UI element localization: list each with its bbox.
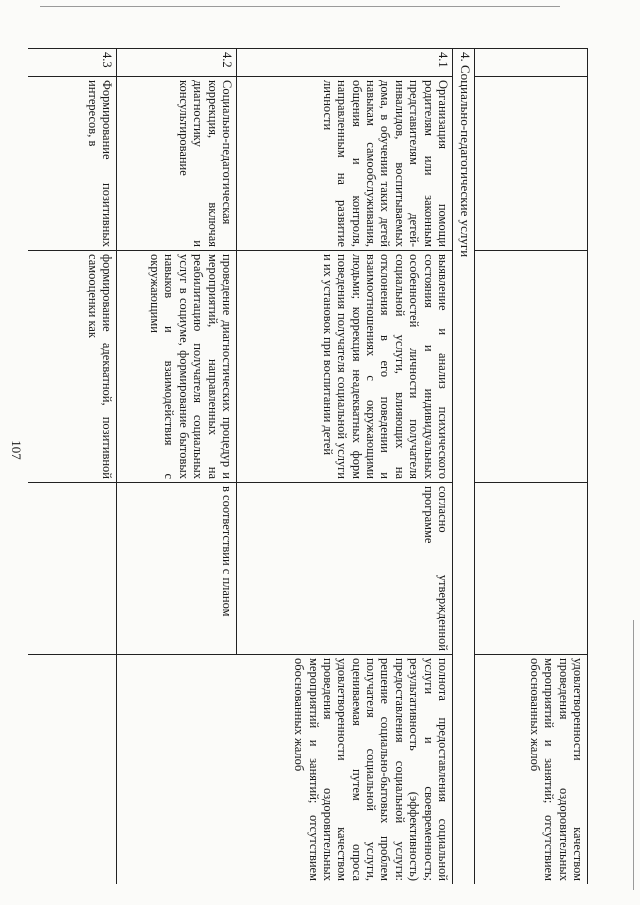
row-number: 4.1 bbox=[237, 49, 453, 77]
service-criteria-cell: полнота предоставления социальной услуги и своевременность; результативность (эффективность) предоставления социальной услуги: решение социально-бытовых проблем получателя социальной услуги, оцениваемая путем опроса удовлетворенности качеством проведения оздоровительных мероприятий и занятий; отсутствием обоснованных жалоб bbox=[117, 655, 453, 885]
section-header-row bbox=[453, 49, 475, 885]
table-row-4-3 bbox=[28, 49, 117, 885]
row-number: 4.3 bbox=[28, 49, 117, 77]
rotated-page-area bbox=[28, 48, 588, 884]
cont-num-cell bbox=[475, 49, 588, 77]
service-name-cell: Формирование позитивных интересов, в bbox=[28, 77, 117, 251]
scan-edge-mark-top bbox=[40, 6, 560, 7]
service-description-cell: формирование адекватной, позитивной самооценки как bbox=[28, 251, 117, 483]
service-description-cell: проведение диагностических процедур и мероприятий, направленных на реабилитацию получателя социальных услуг в социуме, формирование бытовых навыков и взаимодействия с окружающими bbox=[117, 251, 237, 483]
table-row-4-1 bbox=[237, 49, 453, 885]
cont-name-cell bbox=[475, 77, 588, 251]
continuation-row bbox=[475, 49, 588, 885]
services-table bbox=[28, 48, 588, 884]
cont-period-cell bbox=[475, 483, 588, 655]
table-rotator bbox=[28, 48, 588, 884]
service-description-cell: выявление и анализ психического состояния и индивидуальных особенностей личности получателя социальной услуги, влияющих на отклонения в его поведении и взаимоотношениях с окружающими людьми; коррекция неадекватных форм поведения получателя социальной услуги и их установок при воспитании детей bbox=[237, 251, 453, 483]
service-name-cell: Организация помощи родителям или законным представителям детей-инвалидов, воспитываемых дома, в обучении таких детей навыкам самообслуживания, общения и контроля, направленным на развитие личности bbox=[237, 77, 453, 251]
cont-criteria-cell bbox=[475, 655, 588, 885]
service-period-cell: в соответствии с планом bbox=[117, 483, 237, 655]
service-period-cell bbox=[28, 483, 117, 655]
cont-description-cell bbox=[475, 251, 588, 483]
page-number: 107 bbox=[8, 440, 24, 460]
cont-criteria-text: удовлетворенности качеством проведения оздоровительных мероприятий и занятий; отсутствием обоснованных жалоб bbox=[527, 658, 585, 881]
row-number: 4.2 bbox=[117, 49, 237, 77]
service-period-cell: согласно утвержденной программе bbox=[237, 483, 453, 655]
service-name-cell: Социально-педагогическая коррекция, включая диагностику и консультирование bbox=[117, 77, 237, 251]
service-criteria-cell bbox=[28, 655, 117, 885]
section-title: 4. Социально-педагогические услуги bbox=[453, 49, 475, 885]
scan-edge-mark-right bbox=[633, 620, 634, 890]
